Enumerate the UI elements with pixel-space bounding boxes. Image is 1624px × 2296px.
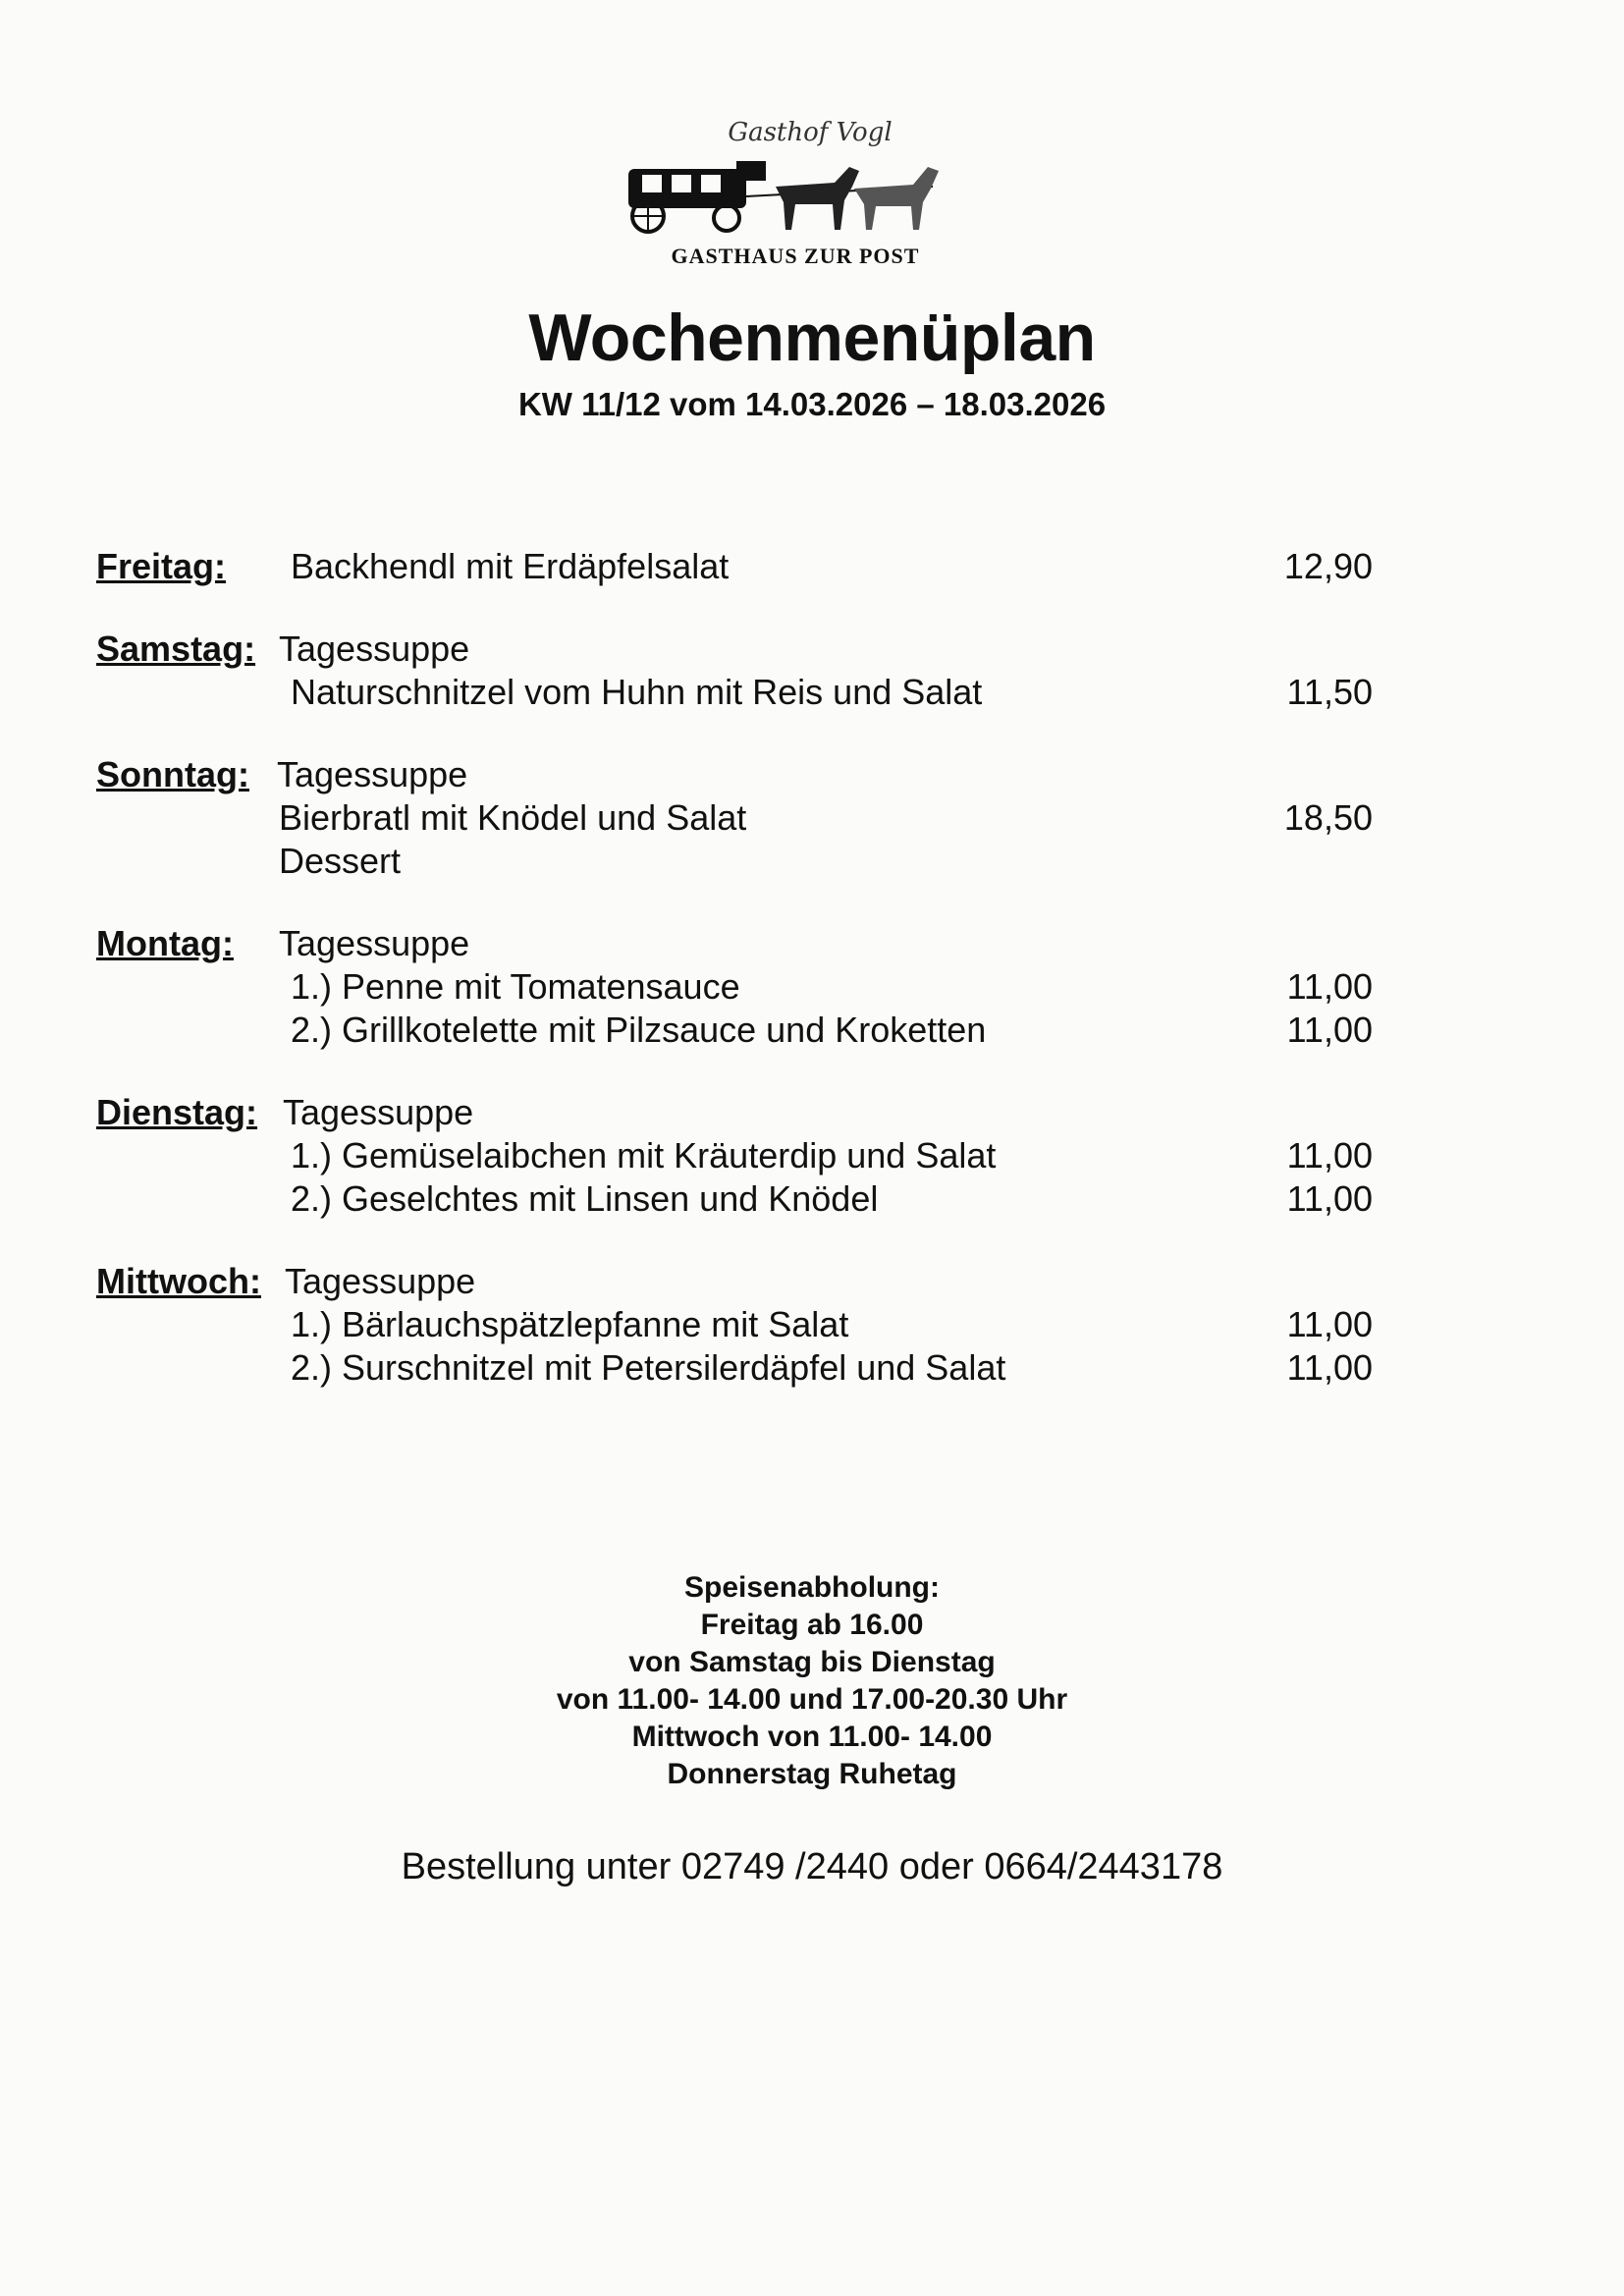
menu-line (96, 840, 1373, 883)
menu-line (96, 922, 1373, 965)
day-label: Sonntag: (96, 754, 249, 794)
menu-line (96, 1260, 1373, 1303)
soup-text: Tagessuppe (283, 1092, 474, 1132)
logo-script-text: Gasthof Vogl (728, 118, 893, 147)
order-info: Bestellung unter 02749 /2440 oder 0664/2443178 (401, 1846, 1223, 1887)
dish-text: 2.) Geselchtes mit Linsen und Knödel (291, 1178, 879, 1219)
day-label: Montag: (96, 923, 234, 963)
dish-text: Bierbratl mit Knödel und Salat (279, 797, 747, 838)
soup-text: Tagessuppe (279, 629, 470, 669)
dish-text: Backhendl mit Erdäpfelsalat (291, 546, 730, 586)
menu-line (96, 1134, 1373, 1177)
day-block-montag (96, 922, 1373, 1052)
dish-price: 11,00 (1286, 1178, 1373, 1219)
day-block-freitag (96, 545, 1373, 588)
dish-price: 18,50 (1283, 797, 1373, 838)
day-block-sonntag (96, 753, 1373, 883)
horse-carriage-icon (609, 157, 982, 236)
day-label: Freitag: (96, 546, 227, 586)
dish-text: 1.) Gemüselaibchen mit Kräuterdip und Salat (291, 1135, 997, 1175)
logo-name: GASTHAUS ZUR POST (671, 244, 920, 268)
menu-line (96, 628, 1373, 671)
dish-text: Naturschnitzel vom Huhn mit Reis und Salat (291, 672, 983, 712)
dish-text: 2.) Surschnitzel mit Petersilerdäpfel und Salat (291, 1347, 1006, 1388)
day-label: Dienstag: (96, 1092, 258, 1132)
pickup-info (0, 1569, 1624, 1793)
logo (609, 118, 982, 275)
menu-line (96, 753, 1373, 796)
menu-line (96, 1303, 1373, 1346)
soup-text: Tagessuppe (285, 1261, 476, 1301)
menu-line (96, 671, 1373, 714)
menu-line (96, 796, 1373, 840)
dish-text: Dessert (279, 841, 402, 881)
pickup-line: Freitag ab 16.00 (700, 1609, 924, 1641)
menu-line (96, 1009, 1373, 1052)
menu-line (96, 1177, 1373, 1221)
page-subtitle: KW 11/12 vom 14.03.2026 – 18.03.2026 (517, 386, 1107, 422)
day-label: Mittwoch: (96, 1261, 261, 1301)
dish-price: 12,90 (1283, 546, 1373, 586)
pickup-line: von 11.00- 14.00 und 17.00-20.30 Uhr (556, 1683, 1068, 1716)
dish-price: 11,00 (1286, 1010, 1373, 1050)
day-block-mittwoch (96, 1260, 1373, 1390)
dish-price: 11,50 (1286, 672, 1373, 712)
dish-text: 1.) Bärlauchspätzlepfanne mit Salat (291, 1304, 849, 1344)
dish-text: 1.) Penne mit Tomatensauce (291, 966, 740, 1007)
soup-text: Tagessuppe (279, 923, 470, 963)
menu-line (96, 965, 1373, 1009)
page-title: Wochenmenüplan (528, 301, 1096, 375)
pickup-heading: Speisenabholung: (683, 1571, 940, 1604)
day-block-samstag (96, 628, 1373, 714)
weekly-menu (96, 545, 1373, 1429)
menu-line (96, 1346, 1373, 1390)
dish-price: 11,00 (1286, 1347, 1373, 1388)
dish-price: 11,00 (1286, 1135, 1373, 1175)
soup-text: Tagessuppe (277, 754, 468, 794)
menu-line (96, 545, 1373, 588)
pickup-line: Donnerstag Ruhetag (667, 1758, 957, 1790)
pickup-line: Mittwoch von 11.00- 14.00 (631, 1721, 993, 1753)
menu-line (96, 1091, 1373, 1134)
dish-text: 2.) Grillkotelette mit Pilzsauce und Kroketten (291, 1010, 987, 1050)
day-label: Samstag: (96, 629, 256, 669)
dish-price: 11,00 (1286, 1304, 1373, 1344)
day-block-dienstag (96, 1091, 1373, 1221)
pickup-line: von Samstag bis Dienstag (628, 1646, 996, 1678)
dish-price: 11,00 (1286, 966, 1373, 1007)
